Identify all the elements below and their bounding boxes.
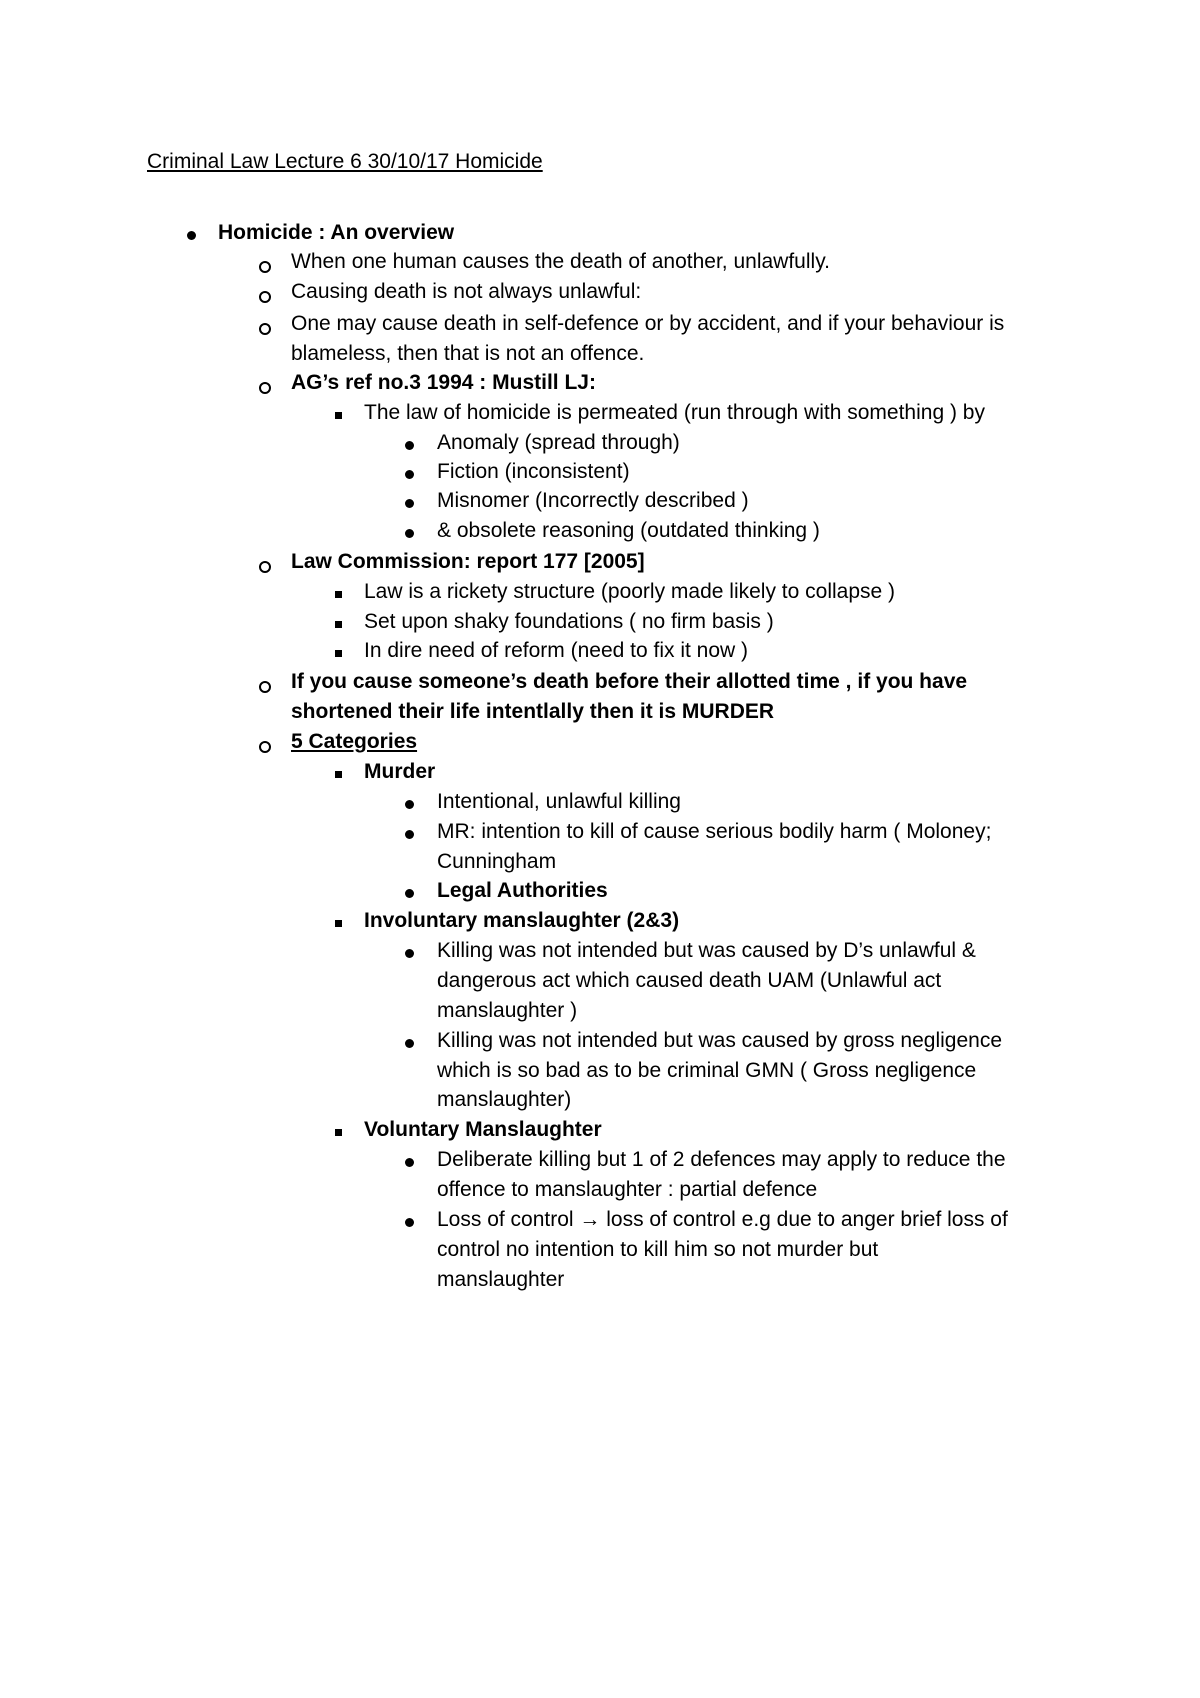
- note-line: offence to manslaughter : partial defence: [437, 1178, 818, 1201]
- page-title: Criminal Law Lecture 6 30/10/17 Homicide: [147, 150, 543, 173]
- note-line: shortened their life intentlally then it is MURDER: [291, 700, 775, 723]
- bullet-dot-icon: [405, 529, 414, 538]
- bullet-square-icon: [335, 650, 342, 657]
- note-line: Loss of control → loss of control e.g due to anger brief loss of: [437, 1208, 1008, 1231]
- note-line: Misnomer (Incorrectly described ): [437, 489, 749, 512]
- bullet-square-icon: [335, 771, 342, 778]
- note-line: Intentional, unlawful killing: [437, 790, 681, 813]
- bullet-square-icon: [335, 591, 342, 598]
- bullet-dot-icon: [405, 1218, 414, 1227]
- bullet-circle-icon: [259, 291, 271, 303]
- note-line: Fiction (inconsistent): [437, 460, 630, 483]
- note-line: & obsolete reasoning (outdated thinking ): [437, 519, 820, 542]
- bullet-circle-icon: [259, 323, 271, 335]
- note-line: Anomaly (spread through): [437, 431, 680, 454]
- bullet-dot-icon: [405, 1039, 414, 1048]
- bullet-dot-icon: [405, 949, 414, 958]
- note-line: manslaughter: [437, 1268, 565, 1291]
- note-line: Causing death is not always unlawful:: [291, 280, 642, 303]
- bullet-square-icon: [335, 1129, 342, 1136]
- note-line: Involuntary manslaughter (2&3): [364, 909, 680, 932]
- bullet-square-icon: [335, 412, 342, 419]
- note-line: When one human causes the death of another, unlawfully.: [291, 250, 830, 273]
- note-line: Deliberate killing but 1 of 2 defences may apply to reduce the: [437, 1148, 1006, 1171]
- bullet-dot-icon: [187, 231, 196, 240]
- note-line: Voluntary Manslaughter: [364, 1118, 602, 1141]
- note-line: Legal Authorities: [437, 879, 608, 902]
- note-line: Set upon shaky foundations ( no firm basis ): [364, 610, 774, 633]
- bullet-circle-icon: [259, 561, 271, 573]
- note-line: Killing was not intended but was caused by D’s unlawful &: [437, 939, 976, 962]
- note-line: The law of homicide is permeated (run through with something ) by: [364, 401, 985, 424]
- note-line: Law is a rickety structure (poorly made likely to collapse ): [364, 580, 896, 603]
- note-line: Murder: [364, 760, 436, 783]
- bullet-circle-icon: [259, 681, 271, 693]
- bullet-circle-icon: [259, 261, 271, 273]
- bullet-dot-icon: [405, 499, 414, 508]
- note-line: 5 Categories: [291, 730, 418, 753]
- bullet-square-icon: [335, 621, 342, 628]
- note-line: MR: intention to kill of cause serious bodily harm ( Moloney;: [437, 820, 992, 843]
- note-line: Homicide : An overview: [218, 221, 455, 244]
- note-line: AG’s ref no.3 1994 : Mustill LJ:: [291, 371, 596, 394]
- bullet-dot-icon: [405, 889, 414, 898]
- note-line: manslaughter ): [437, 999, 578, 1022]
- note-line: If you cause someone’s death before their allotted time , if you have: [291, 670, 968, 693]
- bullet-square-icon: [335, 920, 342, 927]
- note-line: Cunningham: [437, 850, 557, 873]
- note-line: blameless, then that is not an offence.: [291, 342, 645, 365]
- note-line: dangerous act which caused death UAM (Unlawful act: [437, 969, 942, 992]
- note-line: In dire need of reform (need to fix it now ): [364, 639, 749, 662]
- note-line: Law Commission: report 177 [2005]: [291, 550, 645, 573]
- note-line: Killing was not intended but was caused by gross negligence: [437, 1029, 1003, 1052]
- note-line: One may cause death in self-defence or by accident, and if your behaviour is: [291, 312, 1005, 335]
- bullet-dot-icon: [405, 830, 414, 839]
- bullet-circle-icon: [259, 382, 271, 394]
- bullet-circle-icon: [259, 741, 271, 753]
- note-line: which is so bad as to be criminal GMN ( Gross negligence: [437, 1059, 977, 1082]
- bullet-dot-icon: [405, 800, 414, 809]
- note-line: control no intention to kill him so not murder but: [437, 1238, 879, 1261]
- bullet-dot-icon: [405, 441, 414, 450]
- bullet-dot-icon: [405, 470, 414, 479]
- bullet-dot-icon: [405, 1158, 414, 1167]
- note-line: manslaughter): [437, 1088, 572, 1111]
